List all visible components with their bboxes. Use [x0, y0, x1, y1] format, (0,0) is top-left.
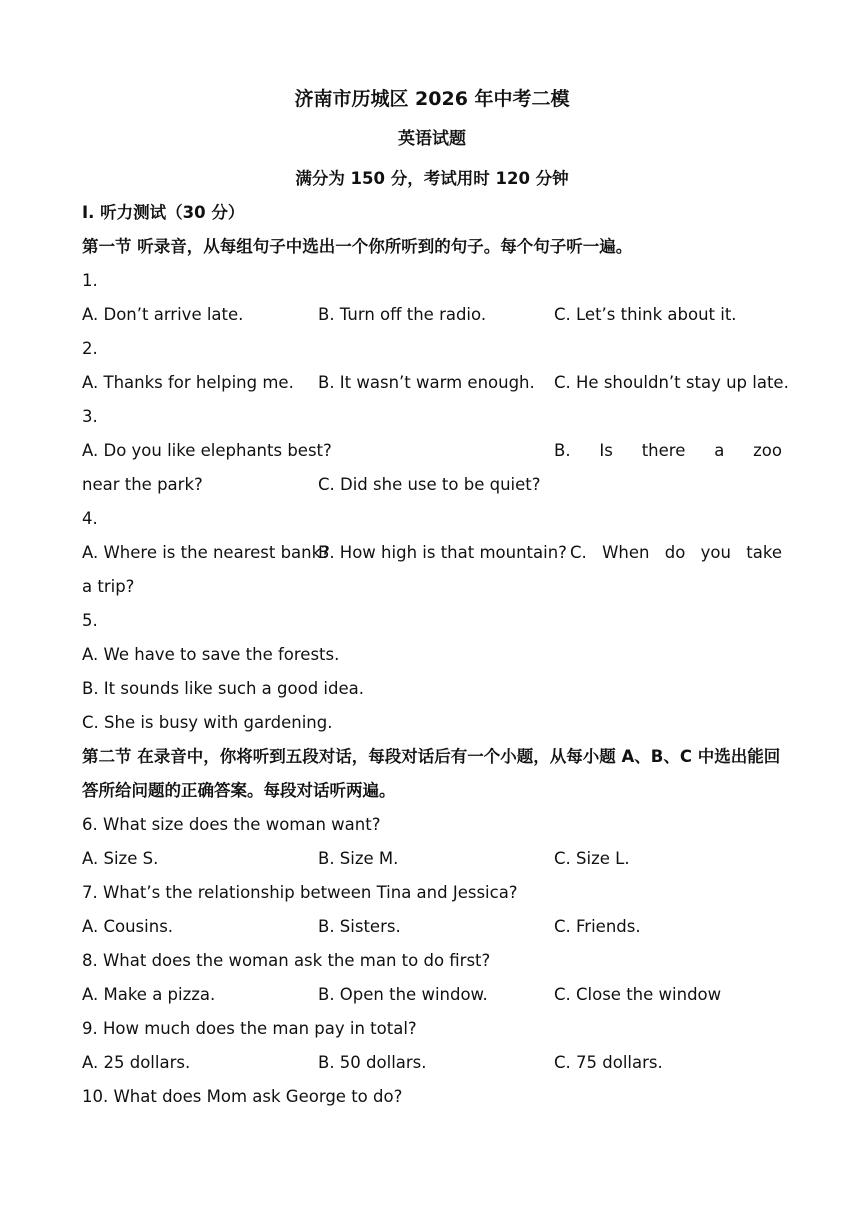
question-number: 5. — [82, 611, 98, 630]
option-b: B. Size M. — [318, 849, 399, 868]
option-row — [82, 978, 782, 1012]
option-a: A. Size S. — [82, 849, 159, 868]
option-b: B. How high is that mountain? — [318, 543, 567, 562]
option-b: B. It wasn’t warm enough. — [318, 373, 535, 392]
option-b-continued: near the park? — [82, 475, 203, 494]
option-c: C. Close the window — [554, 985, 722, 1004]
option-row — [82, 434, 782, 468]
question-number: 3. — [82, 407, 98, 426]
question-stem: 9. How much does the man pay in total? — [82, 1019, 417, 1038]
section1-instruction: 第一节 听录音，从每组句子中选出一个你所听到的句子。每个句子听一遍。 — [82, 237, 633, 256]
exam-info: 满分为 150 分，考试用时 120 分钟 — [295, 169, 569, 188]
option-a: A. Make a pizza. — [82, 985, 216, 1004]
option-c-continued: a trip? — [82, 577, 135, 596]
option-a: A. Thanks for helping me. — [82, 373, 294, 392]
exam-subject: 英语试题 — [398, 129, 466, 149]
question-stem: 8. What does the woman ask the man to do first? — [82, 951, 491, 970]
question-stem: 7. What’s the relationship between Tina and Jessica? — [82, 883, 518, 902]
option-row — [82, 842, 782, 876]
part-heading: I. 听力测试（30 分） — [82, 203, 245, 222]
option-a: A. Don’t arrive late. — [82, 305, 244, 324]
question-number: 1. — [82, 271, 98, 290]
option-b: B. Turn off the radio. — [318, 305, 487, 324]
question-number: 2. — [82, 339, 98, 358]
option-b: B. It sounds like such a good idea. — [82, 679, 364, 698]
question-number: 4. — [82, 509, 98, 528]
option-row — [82, 1046, 782, 1080]
option-b: B. Sisters. — [318, 917, 401, 936]
option-a: A. 25 dollars. — [82, 1053, 191, 1072]
option-a: A. Do you like elephants best? — [82, 441, 332, 460]
option-c: C. Did she use to be quiet? — [318, 475, 541, 494]
question-stem: 10. What does Mom ask George to do? — [82, 1087, 403, 1106]
option-c: C. Friends. — [554, 917, 641, 936]
option-c: C. 75 dollars. — [554, 1053, 663, 1072]
option-b: B. Open the window. — [318, 985, 488, 1004]
option-c: C. He shouldn’t stay up late. — [554, 373, 789, 392]
section2-instruction-cont: 答所给问题的正确答案。每段对话听两遍。 — [82, 781, 396, 800]
option-row — [82, 298, 782, 332]
option-b: B. 50 dollars. — [318, 1053, 427, 1072]
question-stem: 6. What size does the woman want? — [82, 815, 381, 834]
option-c: C. She is busy with gardening. — [82, 713, 333, 732]
option-a: A. Where is the nearest bank? — [82, 543, 330, 562]
exam-title: 济南市历城区 2026 年中考二模 — [294, 88, 570, 110]
option-c: C. Size L. — [554, 849, 630, 868]
option-a: A. We have to save the forests. — [82, 645, 340, 664]
option-c: C. When do you take — [570, 543, 782, 562]
option-row — [82, 910, 782, 944]
section2-instruction: 第二节 在录音中，你将听到五段对话，每段对话后有一个小题，从每小题 A、B、C 中选出能回 — [82, 747, 781, 766]
option-row — [82, 366, 789, 400]
option-b: B. Is there a zoo — [554, 441, 782, 460]
option-row — [82, 468, 782, 502]
option-row — [82, 536, 782, 570]
option-c: C. Let’s think about it. — [554, 305, 737, 324]
option-a: A. Cousins. — [82, 917, 174, 936]
